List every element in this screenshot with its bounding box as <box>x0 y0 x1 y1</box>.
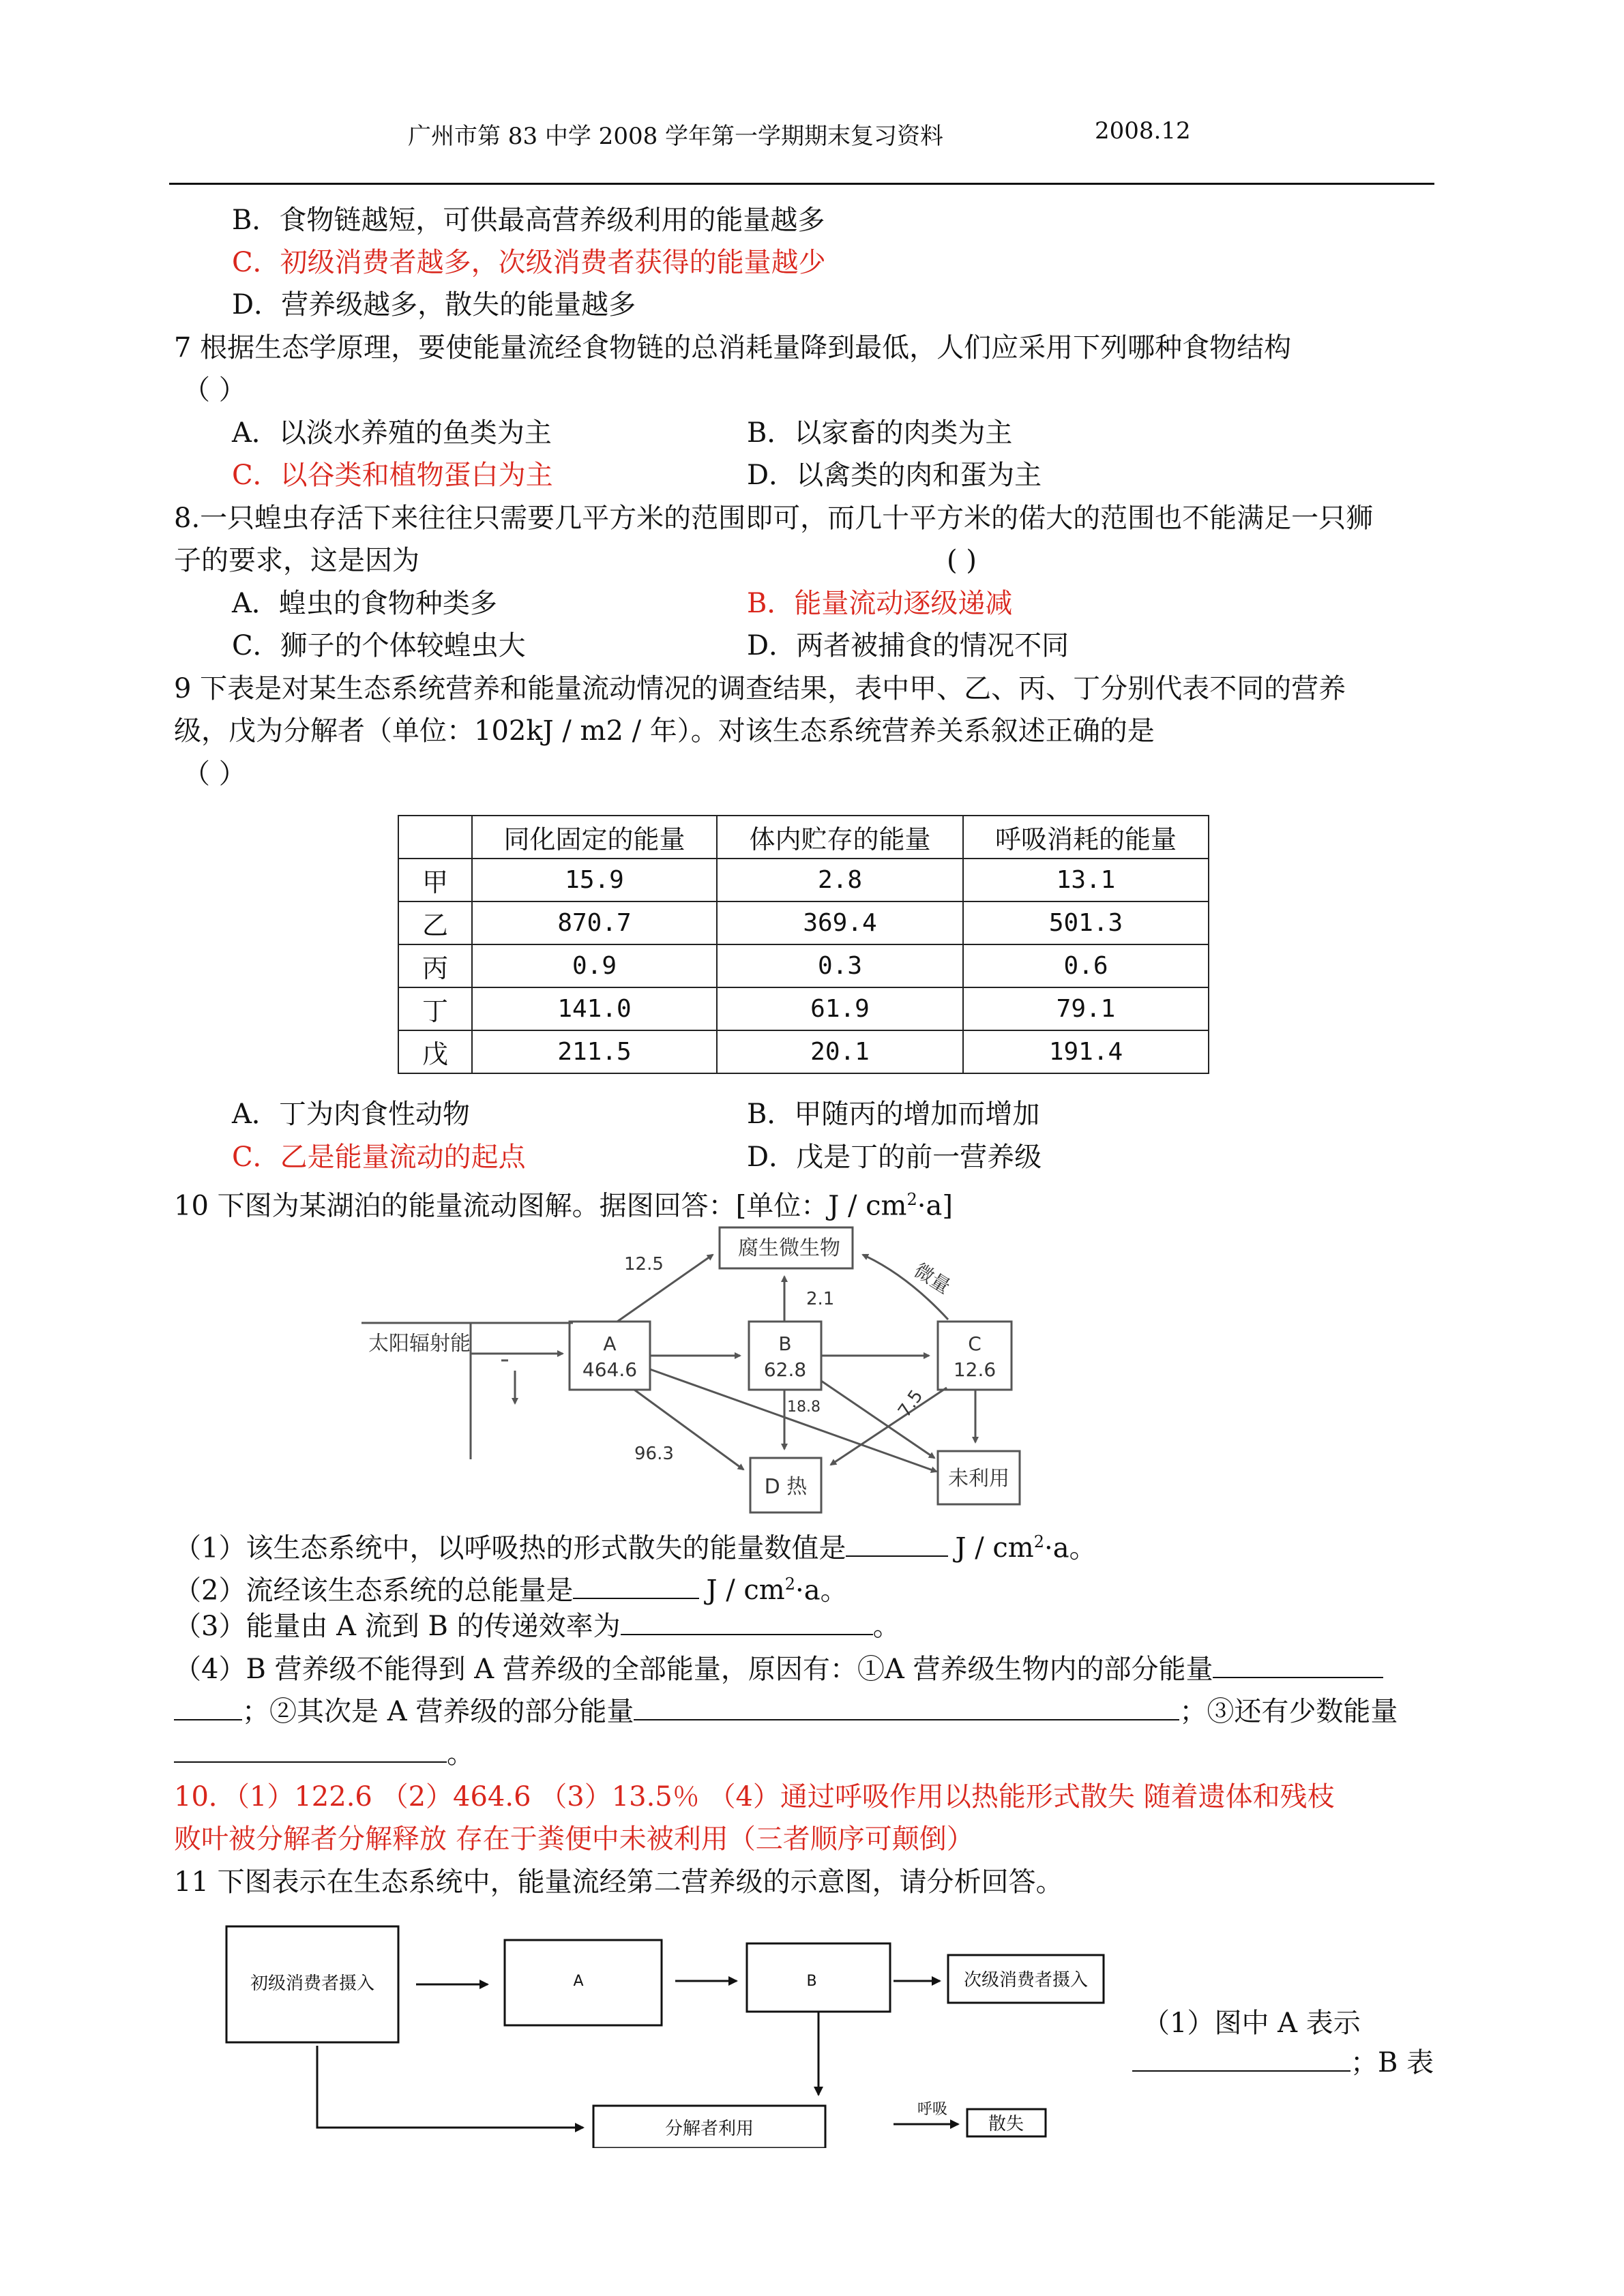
q10-sub-3-text: （3）能量由 A 流到 B 的传递效率为 <box>174 1611 621 1642</box>
q10-sub-2-unit-end: ·a。 <box>795 1575 848 1607</box>
q10-sub-4-line2 <box>174 1695 1398 1729</box>
q10-sub-3 <box>174 1609 900 1643</box>
table-cell: 191.4 <box>963 1030 1209 1073</box>
edge-label-12-5: 12.5 <box>624 1254 664 1274</box>
node-c-label: C <box>968 1332 981 1355</box>
q8-option-d: D．两者被捕食的情况不同 <box>747 630 1069 661</box>
b-box-label: B <box>806 1973 817 1990</box>
q8-option-a: A．蝗虫的食物种类多 <box>232 588 497 619</box>
q7-option-a: A．以淡水养殖的鱼类为主 <box>232 417 552 449</box>
q11-sub-1-b-text: ；B 表 <box>1350 2047 1434 2078</box>
q8-stem-1: 8.一只蝗虫存活下来往往只需要几平方米的范围即可，而几十平方米的偌大的范围也不能满足一只狮 <box>174 503 1374 534</box>
table-cell: 13.1 <box>963 859 1209 901</box>
edge-label-96-3: 96.3 <box>634 1444 674 1464</box>
q8-stem-2: 子的要求，这是因为 <box>174 545 419 576</box>
q10-sub-4-text-2: ；②其次是 A 营养级的部分能量 <box>242 1696 634 1727</box>
q10-sub-3-end: 。 <box>872 1611 900 1642</box>
table-cell: 141.0 <box>472 987 717 1030</box>
resp-label: 呼吸 <box>917 2101 948 2118</box>
q10-answer-line2: 败叶被分解者分解释放 存在于粪便中未被利用（三者顺序可颠倒） <box>174 1823 974 1855</box>
q10-sub-4-text: （4）B 营养级不能得到 A 营养级的全部能量，原因有：①A 营养级生物内的部分能量 <box>174 1654 1213 1685</box>
table-cell: 0.3 <box>717 944 963 987</box>
table-header-cell: 同化固定的能量 <box>472 816 717 859</box>
edge-label-18-8: 18.8 <box>787 1399 821 1416</box>
q10-sub-1 <box>174 1525 1097 1565</box>
q7-option-d: D．以禽类的肉和蛋为主 <box>747 460 1042 491</box>
energy-flow-diagram <box>361 1214 1071 1527</box>
table-cell: 丁 <box>398 987 472 1030</box>
q10-sub-4-line3 <box>174 1737 474 1771</box>
q10-sub-1-blank[interactable] <box>846 1532 948 1557</box>
table-cell: 211.5 <box>472 1030 717 1073</box>
heat-label: D 热 <box>764 1475 808 1499</box>
q10-sub-1-unit-end: ·a。 <box>1044 1532 1097 1564</box>
q10-stem-text: 10 下图为某湖泊的能量流动图解。据图回答：[单位：J / cm <box>174 1190 907 1222</box>
table-row <box>398 859 1209 901</box>
q10-sub-3-blank[interactable] <box>621 1611 873 1635</box>
node-a-label: A <box>603 1332 617 1355</box>
q10-sub-4-blank-3[interactable] <box>174 1738 447 1763</box>
table-cell: 戊 <box>398 1030 472 1073</box>
q10-stem-sup: 2 <box>906 1190 917 1209</box>
q9-stem-2: 级，戊为分解者（单位：102kJ / m2 / 年）。对该生态系统营养关系叙述正确的是 <box>174 715 1155 747</box>
header-title: 广州市第 83 中学 2008 学年第一学期期末复习资料 <box>408 123 944 150</box>
q7-option-c-answer: C．以谷类和植物蛋白为主 <box>232 460 553 491</box>
unused-label: 未利用 <box>948 1467 1009 1491</box>
b-box <box>747 1943 890 2012</box>
arrow-intake-decomp <box>317 2046 583 2128</box>
header-rule <box>169 183 1434 185</box>
energy-table <box>398 815 1209 1074</box>
q10-sub-2-sup: 2 <box>784 1575 796 1594</box>
q9-option-d: D．戊是丁的前一营养级 <box>747 1142 1042 1173</box>
decomp-label: 分解者利用 <box>664 2119 754 2139</box>
q10-sub-2 <box>174 1567 848 1607</box>
intake-label: 初级消费者摄入 <box>250 1973 375 1994</box>
table-cell: 501.3 <box>963 901 1209 944</box>
node-b-label: B <box>778 1332 792 1355</box>
next-intake-label: 次级消费者摄入 <box>963 1970 1089 1991</box>
table-row <box>398 944 1209 987</box>
edge-label-trace: 微量 <box>910 1258 955 1298</box>
table-cell: 丙 <box>398 944 472 987</box>
q9-option-b: B．甲随丙的增加而增加 <box>747 1099 1040 1130</box>
q8-paren: ( ) <box>947 545 977 576</box>
q10-sub-1-unit: J / cm <box>955 1532 1034 1564</box>
node-a-value: 464.6 <box>582 1358 638 1381</box>
q10-answer-line1: 10．（1）122.6 （2）464.6 （3）13.5％ （4）通过呼吸作用以热能形式散失 随着遗体和残枝 <box>174 1781 1335 1813</box>
node-b-value: 62.8 <box>763 1358 807 1381</box>
q7-option-b: B．以家畜的肉类为主 <box>747 417 1013 449</box>
q11-sub-1-line2 <box>1132 2046 1434 2080</box>
q6-option-b: B．食物链越短，可供最高营养级利用的能量越多 <box>232 205 825 236</box>
table-header-cell: 呼吸消耗的能量 <box>963 816 1209 859</box>
q10-sub-2-text: （2）流经该生态系统的总能量是 <box>174 1575 574 1607</box>
q11-stem: 11 下图表示在生态系统中，能量流经第二营养级的示意图，请分析回答。 <box>174 1866 1063 1898</box>
q10-stem-unit: ·a] <box>917 1190 953 1222</box>
q11-sub-1-text: （1）图中 A 表示 <box>1142 2008 1361 2039</box>
table-header-cell <box>398 816 472 859</box>
q7-stem: 7 根据生态学原理，要使能量流经食物链的总消耗量降到最低，人们应采用下列哪种食物结构 <box>174 332 1292 363</box>
q10-sub-4-blank-1[interactable] <box>1213 1654 1383 1678</box>
node-c-value: 12.6 <box>953 1358 996 1381</box>
q10-sub-4-blank-1-cont[interactable] <box>174 1696 242 1720</box>
table-cell: 369.4 <box>717 901 963 944</box>
q6-option-c-answer: C．初级消费者越多，次级消费者获得的能量越少 <box>232 247 826 278</box>
table-header-row <box>398 816 1209 859</box>
table-cell: 2.8 <box>717 859 963 901</box>
table-row <box>398 901 1209 944</box>
table-cell: 0.6 <box>963 944 1209 987</box>
decomposer-label: 腐生微生物 <box>738 1236 840 1260</box>
edge-label-7-5: 7.5 <box>894 1386 928 1422</box>
sun-label: 太阳辐射能 <box>368 1332 471 1356</box>
table-cell: 乙 <box>398 901 472 944</box>
header-date: 2008.12 <box>1095 117 1191 145</box>
q7-paren: （ ） <box>183 374 246 406</box>
q10-sub-2-blank[interactable] <box>573 1575 699 1599</box>
q10-sub-1-sup: 2 <box>1033 1532 1045 1551</box>
q10-sub-1-text: （1）该生态系统中，以呼吸热的形式散失的能量数值是 <box>174 1532 846 1564</box>
q10-sub-4-text-3: ；③还有少数能量 <box>1179 1696 1398 1727</box>
table-cell: 79.1 <box>963 987 1209 1030</box>
q10-sub-2-unit: J / cm <box>706 1575 785 1607</box>
q9-stem-1: 9 下表是对某生态系统营养和能量流动情况的调查结果，表中甲、乙、丙、丁分别代表不同的营养 <box>174 673 1346 704</box>
table-cell: 61.9 <box>717 987 963 1030</box>
q9-option-a: A．丁为肉食性动物 <box>232 1099 470 1130</box>
q8-option-b-answer: B．能量流动逐级递减 <box>747 588 1013 619</box>
lost-label: 散失 <box>988 2114 1024 2134</box>
table-header-cell: 体内贮存的能量 <box>717 816 963 859</box>
q9-paren: （ ） <box>183 758 246 790</box>
table-row <box>398 987 1209 1030</box>
q8-option-c: C．狮子的个体较蝗虫大 <box>232 630 526 661</box>
edge-a-unused <box>650 1369 936 1472</box>
q10-sub-4-end: 。 <box>447 1738 474 1770</box>
table-cell: 甲 <box>398 859 472 901</box>
table-cell: 20.1 <box>717 1030 963 1073</box>
table-cell: 15.9 <box>472 859 717 901</box>
table-cell: 0.9 <box>472 944 717 987</box>
edge-label-2-1: 2.1 <box>806 1289 835 1309</box>
table-row <box>398 1030 1209 1073</box>
q11-sub-1-blank[interactable] <box>1132 2047 1350 2072</box>
q6-option-d: D．营养级越多，散失的能量越多 <box>232 289 636 320</box>
q10-sub-4-blank-2[interactable] <box>634 1696 1179 1720</box>
q10-sub-4-line1 <box>174 1652 1383 1686</box>
q9-option-c-answer: C．乙是能量流动的起点 <box>232 1142 526 1173</box>
table-cell: 870.7 <box>472 901 717 944</box>
a-box-label: A <box>573 1973 584 1990</box>
second-trophic-diagram <box>218 1916 1125 2148</box>
